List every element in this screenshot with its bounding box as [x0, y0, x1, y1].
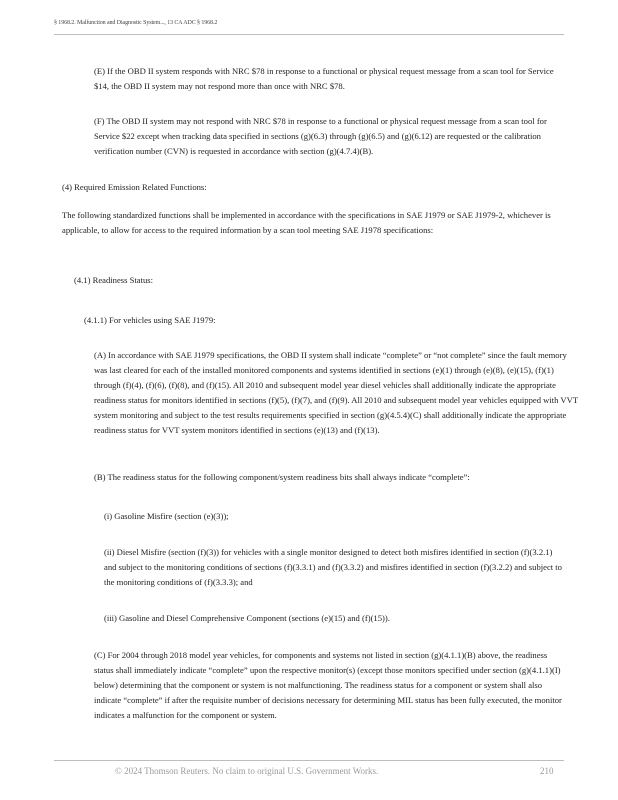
section-4-heading: (4) Required Emission Related Functions:	[62, 182, 207, 192]
paragraph-c: (C) For 2004 through 2018 model year vehicles, for components and systems not listed in section (g)(4.1.1)(B) above, the readiness status shall immediately indicate “complete” upon the respective monitor(s) (except those monitors specified under section (g)(4.1.1)(I) below) determining that the component or system is not malfunctioning. The readiness status for a component or system shall also indicate “complete” if after the requisite number of decisions necessary for determining MIL status has been fully executed, the monitor indicates a malfunction for the component or system.	[94, 650, 562, 720]
header-divider	[54, 34, 564, 35]
item-ii: (ii) Diesel Misfire (section (f)(3)) for vehicles with a single monitor designed to detect both misfires identified in section (f)(3.2.1) and subject to the monitoring conditions of sections (f)(3.3.1) and (f)(3.3.2) and misfires identified in section (f)(3.2.2) and subject to the monitoring conditions of (f)(3.3.3); and	[104, 547, 562, 587]
section-4-1-1-heading: (4.1.1) For vehicles using SAE J1979:	[84, 315, 216, 325]
section-4-1-heading: (4.1) Readiness Status:	[74, 275, 154, 285]
paragraph-f: (F) The OBD II system may not respond with NRC $78 in response to a functional or physical request message from a scan tool for Service $22 except when tracking data specified in sections (g)(6.3) through (g)(6.5) and (g)(6.12) are requested or the calibration verification number (CVN) is requested in accordance with section (g)(4.7.4)(B).	[94, 116, 547, 156]
page-number: 210	[540, 766, 554, 776]
footer-divider	[54, 760, 564, 761]
paragraph-a: (A) In accordance with SAE J1979 specifications, the OBD II system shall indicate “complete” or “not complete” since the fault memory was last cleared for each of the installed monitored components and systems identified in sections (e)(1) through (e)(8), (e)(15), (f)(1) through (f)(4), (f)(6), (f)(8), and (f)(15). All 2010 and subsequent model year diesel vehicles shall additionally indicate the appropriate readiness status for monitors identified in sections (f)(5), (f)(7), and (f)(9). All 2010 and subsequent model year vehicles equipped with VVT system monitoring and subject to the test results requirements specified in section (g)(4.5.4)(C) shall additionally indicate the appropriate readiness status for VVT system monitors identified in sections (e)(13) and (f)(13).	[94, 350, 578, 435]
item-i: (i) Gasoline Misfire (section (e)(3));	[104, 511, 229, 521]
footer-copyright: © 2024 Thomson Reuters. No claim to original U.S. Government Works.	[115, 766, 379, 776]
running-header: § 1968.2. Malfunction and Diagnostic System..., 13 CA ADC § 1968.2	[54, 20, 218, 26]
paragraph-e: (E) If the OBD II system responds with NRC $78 in response to a functional or physical request message from a scan tool for Service $14, the OBD II system may not respond more than once with NRC $78.	[94, 66, 554, 91]
item-iii: (iii) Gasoline and Diesel Comprehensive Component (sections (e)(15) and (f)(15)).	[104, 613, 390, 623]
section-4-intro: The following standardized functions shall be implemented in accordance with the specifications in SAE J1979 or SAE J1979-2, whichever is applicable, to allow for access to the required information by a scan tool meeting SAE J1978 specifications:	[62, 210, 551, 235]
paragraph-b: (B) The readiness status for the following component/system readiness bits shall always indicate “complete”:	[94, 472, 470, 482]
